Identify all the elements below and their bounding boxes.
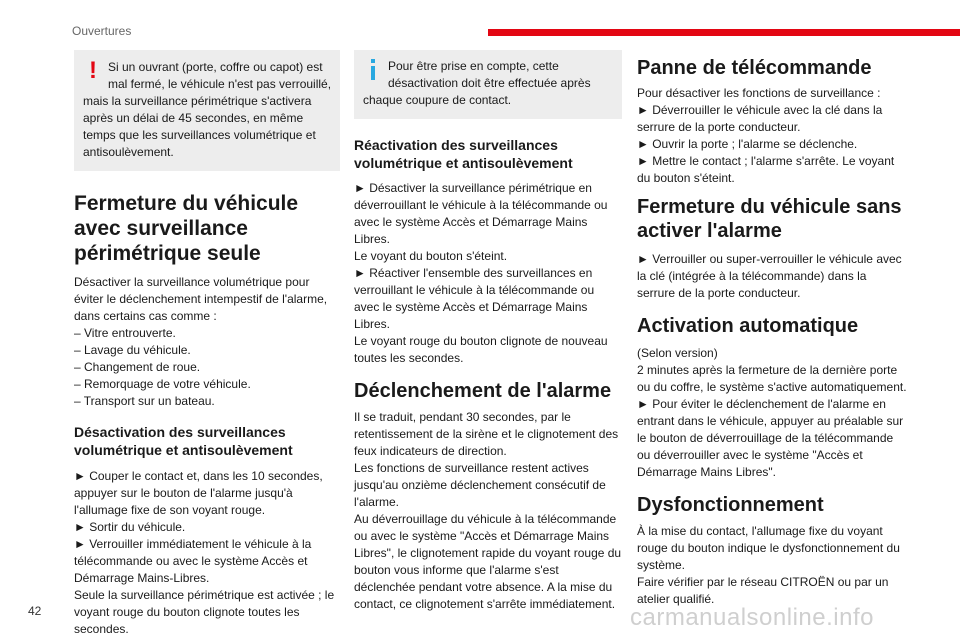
paragraph-reactivation: ► Désactiver la surveillance périmétrique en déverrouillant le véhicule à la télécommande ou avec le système Accès et Démarrage Mains Libres. Le voyant du bouton s'éteint. ► Réactiver l'ensemble des surveillances en verrouillant le véhicule à la télécommande ou avec le système Accès et Démarrage Mains Libres. Le voyant rouge du bouton clignote de nouveau toutes les secondes.	[354, 181, 608, 365]
info-text: Pour être prise en compte, cette désactivation doit être effectuée après chaque coupure de contact.	[363, 59, 591, 107]
heading-dysfonctionnement: Dysfonctionnement	[637, 494, 824, 516]
heading-desactivation: Désactivation des surveillances volumétrique et antisoulèvement	[74, 424, 293, 458]
paragraph-desactivation: ► Couper le contact et, dans les 10 secondes, appuyer sur le bouton de l'alarme jusqu'à l'allumage fixe de son voyant rouge. ► Sortir du véhicule. ► Verrouiller immédiatement le véhicule à la télécommande ou avec le système Accès et Démarrage Mains-Libres. Seule la surveillance périmétrique est activée ; le voyant rouge du bouton clignote toutes les secondes.	[74, 469, 335, 636]
paragraph-declenchement: Il se traduit, pendant 30 secondes, par le retentissement de la sirène et le clignotement des feux indicateurs de direction. Les fonctions de surveillance restent actives jusqu'au onzième déclenchement consécutif de l'alarme. Au déverrouillage du véhicule à la télécommande ou avec le système "Accès et Démarrage Mains Libres", le clignotement rapide du voyant rouge du bouton vous informe que l'alarme s'est déclenchée pendant votre absence. A la mise du contact, ce clignotement s'arrête immédiatement.	[354, 410, 622, 611]
paragraph-sans-alarme: ► Verrouiller ou super-verrouiller le véhicule avec la clé (intégrée à la télécommande) dans la serrure de la porte conducteur.	[637, 252, 902, 300]
warning-icon: !	[89, 57, 97, 84]
paragraph-activation: (Selon version) 2 minutes après la fermeture de la dernière porte ou du coffre, le système s'active automatiquement. ► Pour éviter le déclenchement de l'alarme en entrant dans le véhicule, appuyer au préalable sur le bouton de déverrouillage de la télécommande ou déverrouiller avec le système "Accès et Démarrage Mains Libres".	[637, 346, 907, 479]
heading-sans-alarme: Fermeture du véhicule sans activer l'alarme	[637, 196, 902, 242]
heading-panne-telecommande: Panne de télécommande	[637, 57, 872, 79]
list-item: – Changement de roue.	[74, 360, 201, 374]
paragraph-desactiver: Désactiver la surveillance volumétrique pour éviter le déclenchement intempestif de l'alarme, dans certains cas comme :	[74, 275, 328, 323]
paragraph-panne: Pour désactiver les fonctions de surveillance : ► Déverrouiller le véhicule avec la clé dans la serrure de la porte conducteur. ► Ouvrir la porte ; l'alarme se déclenche. ► Mettre le contact ; l'alarme s'arrête. Le voyant du bouton s'éteint.	[637, 86, 895, 185]
cases-list	[74, 325, 340, 410]
list-item: – Transport sur un bateau.	[74, 394, 215, 408]
info-icon	[363, 58, 383, 82]
column-left	[74, 50, 340, 638]
heading-reactivation: Réactivation des surveillances volumétrique et antisoulèvement	[354, 137, 573, 171]
heading-fermeture-perimetrique: Fermeture du véhicule avec surveillance périmétrique seule	[74, 192, 299, 265]
warning-text: Si un ouvrant (porte, coffre ou capot) est mal fermé, le véhicule n'est pas verrouillé, mais la surveillance périmétrique s'activera après un délai de 45 secondes, en même temps que les surveillances volumétrique et antisoulèvement.	[83, 60, 332, 159]
section-title: Ouvertures	[72, 24, 132, 38]
list-item: – Lavage du véhicule.	[74, 343, 191, 357]
list-item: – Vitre entrouverte.	[74, 326, 176, 340]
info-note	[354, 50, 622, 119]
paragraph-dysfonctionnement: À la mise du contact, l'allumage fixe du voyant rouge du bouton indique le dysfonctionnement du système. Faire vérifier par le réseau CITROËN ou par un atelier qualifié.	[637, 524, 900, 606]
warning-note	[74, 50, 340, 171]
column-middle	[354, 50, 622, 613]
page-number: 42	[28, 604, 42, 618]
list-item: – Remorquage de votre véhicule.	[74, 377, 251, 391]
header-accent-bar	[488, 29, 960, 36]
watermark: carmanualsonline.info	[630, 604, 874, 631]
column-right	[637, 50, 907, 608]
heading-activation-automatique: Activation automatique	[637, 315, 859, 337]
heading-declenchement: Déclenchement de l'alarme	[354, 380, 612, 402]
